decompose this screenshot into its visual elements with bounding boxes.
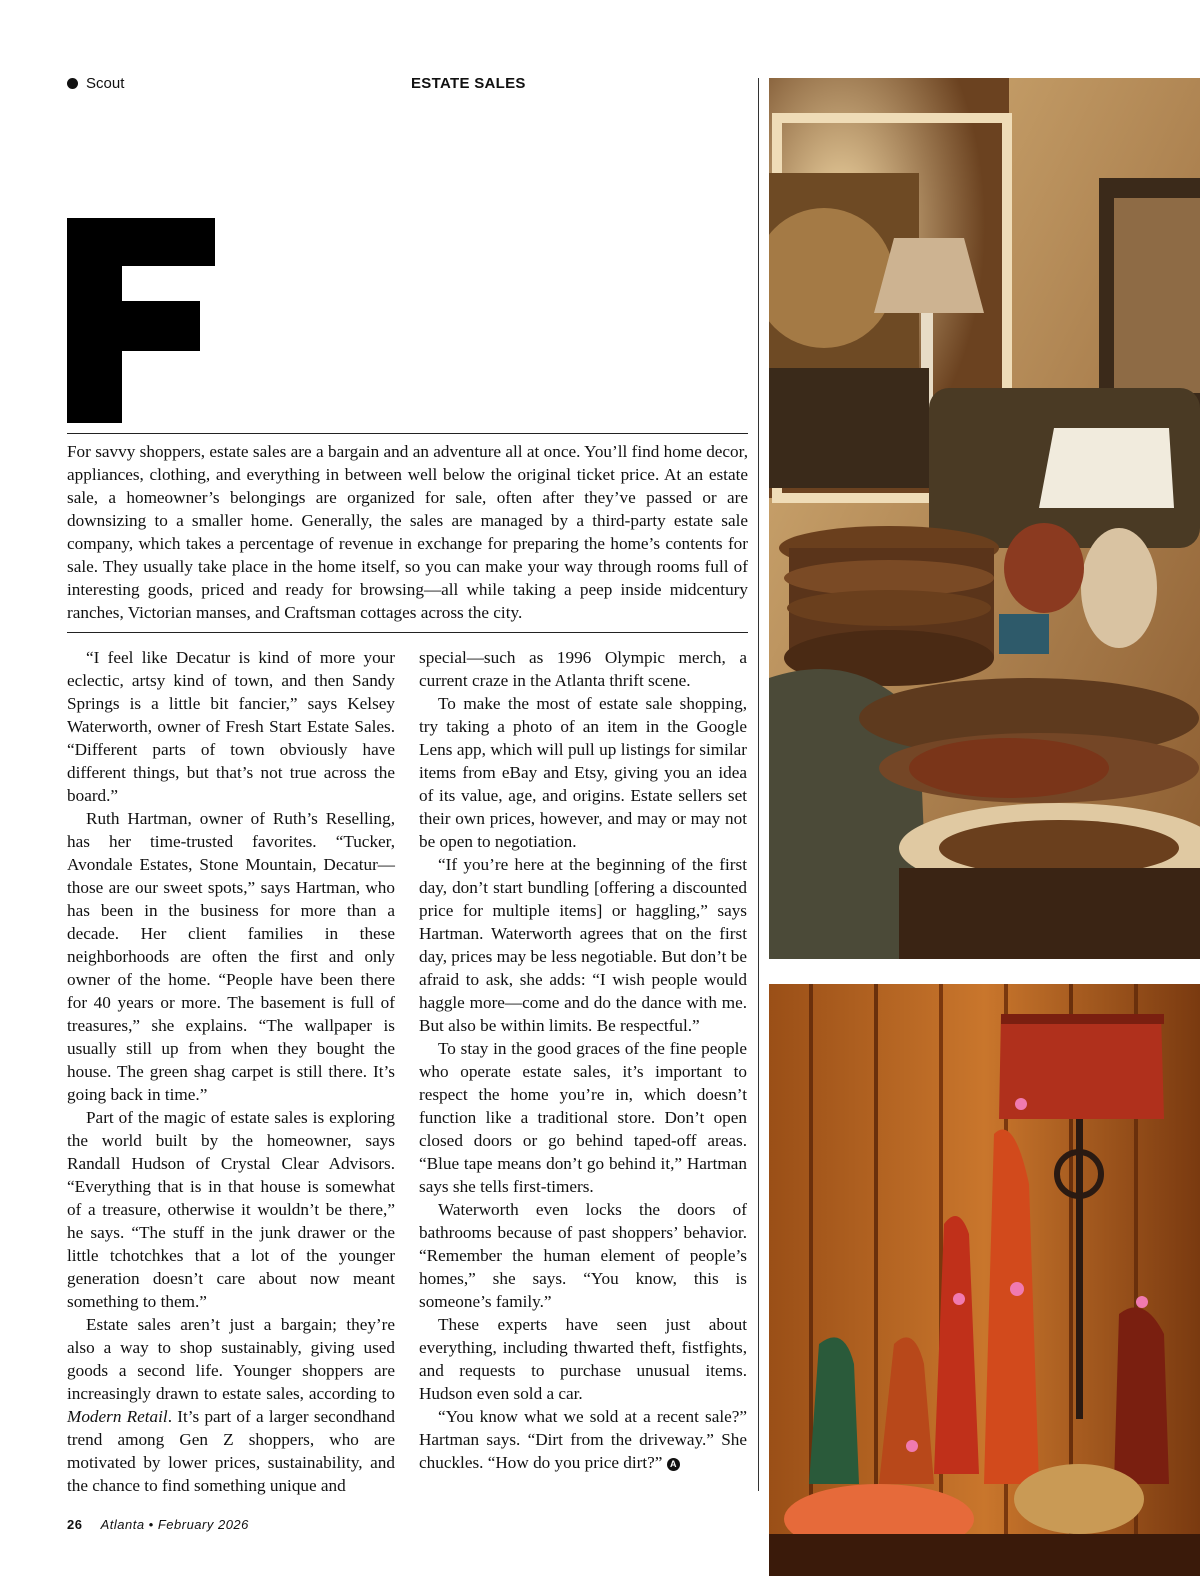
intro-paragraph: For savvy shoppers, estate sales are a bargain and an adventure all at once. You’ll find home decor, appliances, clothing, and everything in between well below the original ticket price. At an estate sale, a homeowner’s belongings are organized for sale, often after they’ve passed or are downsizing to a smaller home. Generally, the sales are managed by a third-party estate sale company, which takes a percentage of revenue in exchange for preparing the home’s contents for sale. They usually take place in the home itself, so you can make your way through rooms full of interesting goods, priced and ready for browsing—all while taking a peep inside midcentury ranches, Victorian manses, and Craftsman cottages across the city. bbox=[67, 442, 748, 622]
text-run: Estate sales aren’t just a bargain; they’re also a way to shop sustainably, giving used goods a second life. Younger shoppers are increasingly drawn to estate sales, according to bbox=[67, 1315, 395, 1403]
room-illustration bbox=[769, 78, 1200, 959]
article-paragraph: “If you’re here at the beginning of the first day, don’t start bundling [offering a discounted price for multiple items] or haggling,” says Hartman. Waterworth agrees that on the first day, prices may be less negotiable. But don’t be afraid to ask, she adds: “I wish people would haggle more—come and do the dance with me. But also be within limits. Be respectful.” bbox=[419, 855, 747, 1035]
article-paragraph bbox=[67, 1313, 395, 1497]
article-paragraph: To make the most of estate sale shopping, try taking a photo of an item in the Google Lens app, which will pull up listings for similar items from eBay and Etsy, giving you an idea of its value, age, and origins. Estate sellers set their own prices, however, and may or may not be open to negotiation. bbox=[419, 694, 747, 851]
article-paragraph: Waterworth even locks the doors of bathrooms because of past shoppers’ behavior. “Remember the human element of people’s homes,” she says. “You know, this is someone’s family.” bbox=[419, 1200, 747, 1311]
article-column-left bbox=[67, 646, 395, 1497]
page-number: 26 bbox=[67, 1517, 83, 1532]
article-paragraph: Part of the magic of estate sales is exploring the world built by the homeowner, says Randall Hudson of Crystal Clear Advisors. “Everything that is in that house is somewhat of a treasure, otherwise it wouldn’t be there,” he says. “The stuff in the junk drawer or the little tchotchkes that a lot of the younger generation doesn’t care about now meant something to them.” bbox=[67, 1108, 395, 1311]
article-column-right bbox=[419, 646, 747, 1474]
article-paragraph: To stay in the good graces of the fine people who operate estate sales, it’s important to respect the home you’re in, which doesn’t function like a traditional store. Don’t open closed doors or go behind taped-off areas. “Blue tape means don’t go behind it,” Hartman says she tells first-timers. bbox=[419, 1039, 747, 1196]
section-title: ESTATE SALES bbox=[411, 75, 526, 92]
article-paragraph bbox=[419, 1405, 747, 1474]
vases-illustration bbox=[769, 984, 1200, 1576]
page-footer bbox=[67, 1517, 249, 1532]
end-mark-icon: A bbox=[667, 1458, 680, 1471]
bullet-dot-icon bbox=[67, 78, 78, 89]
article-paragraph: “I feel like Decatur is kind of more your eclectic, artsy kind of town, and then Sandy Springs is a little bit fancier,” says Kelsey Waterworth, owner of Fresh Start Estate Sales. “Different parts of town obviously have different things, but that’s not true across the board.” bbox=[67, 648, 395, 805]
section-tag bbox=[67, 75, 124, 92]
publication-citation: Modern Retail bbox=[67, 1407, 168, 1426]
dropcap-letter bbox=[67, 218, 215, 423]
column-divider bbox=[758, 78, 759, 1491]
section-label: Scout bbox=[86, 75, 125, 92]
article-paragraph-continued: special—such as 1996 Olympic merch, a current craze in the Atlanta thrift scene. bbox=[419, 648, 747, 690]
text-run: “You know what we sold at a recent sale?” Hartman says. “Dirt from the driveway.” She chuckles. “How do you price dirt?” bbox=[419, 1407, 747, 1472]
text-run: . It’s part of a larger secondhand trend among Gen Z shoppers, who are motivated by lower prices, sustainability, and the chance to find something unique and bbox=[67, 1407, 396, 1495]
photo-estate-sale-room bbox=[769, 78, 1200, 959]
photo-glass-vases bbox=[769, 984, 1200, 1576]
article-paragraph: These experts have seen just about everything, including thwarted theft, fistfights, and requests to purchase unusual items. Hudson even sold a car. bbox=[419, 1315, 747, 1403]
intro-top-rule bbox=[67, 433, 748, 434]
intro-bottom-rule bbox=[67, 632, 748, 633]
publication-date: Atlanta • February 2026 bbox=[100, 1517, 249, 1532]
article-paragraph: Ruth Hartman, owner of Ruth’s Reselling, has her time-trusted favorites. “Tucker, Avondale Estates, Stone Mountain, Decatur—those are our sweet spots,” says Hartman, who has been in the business for more than a decade. Her client families in these neighborhoods are often the first and only owner of the home. “People have been there for 40 years or more. The basement is full of treasures,” she explains. “The wallpaper is usually still up from when they bought the house. The green shag carpet is still there. It’s going back in time.” bbox=[67, 809, 395, 1104]
